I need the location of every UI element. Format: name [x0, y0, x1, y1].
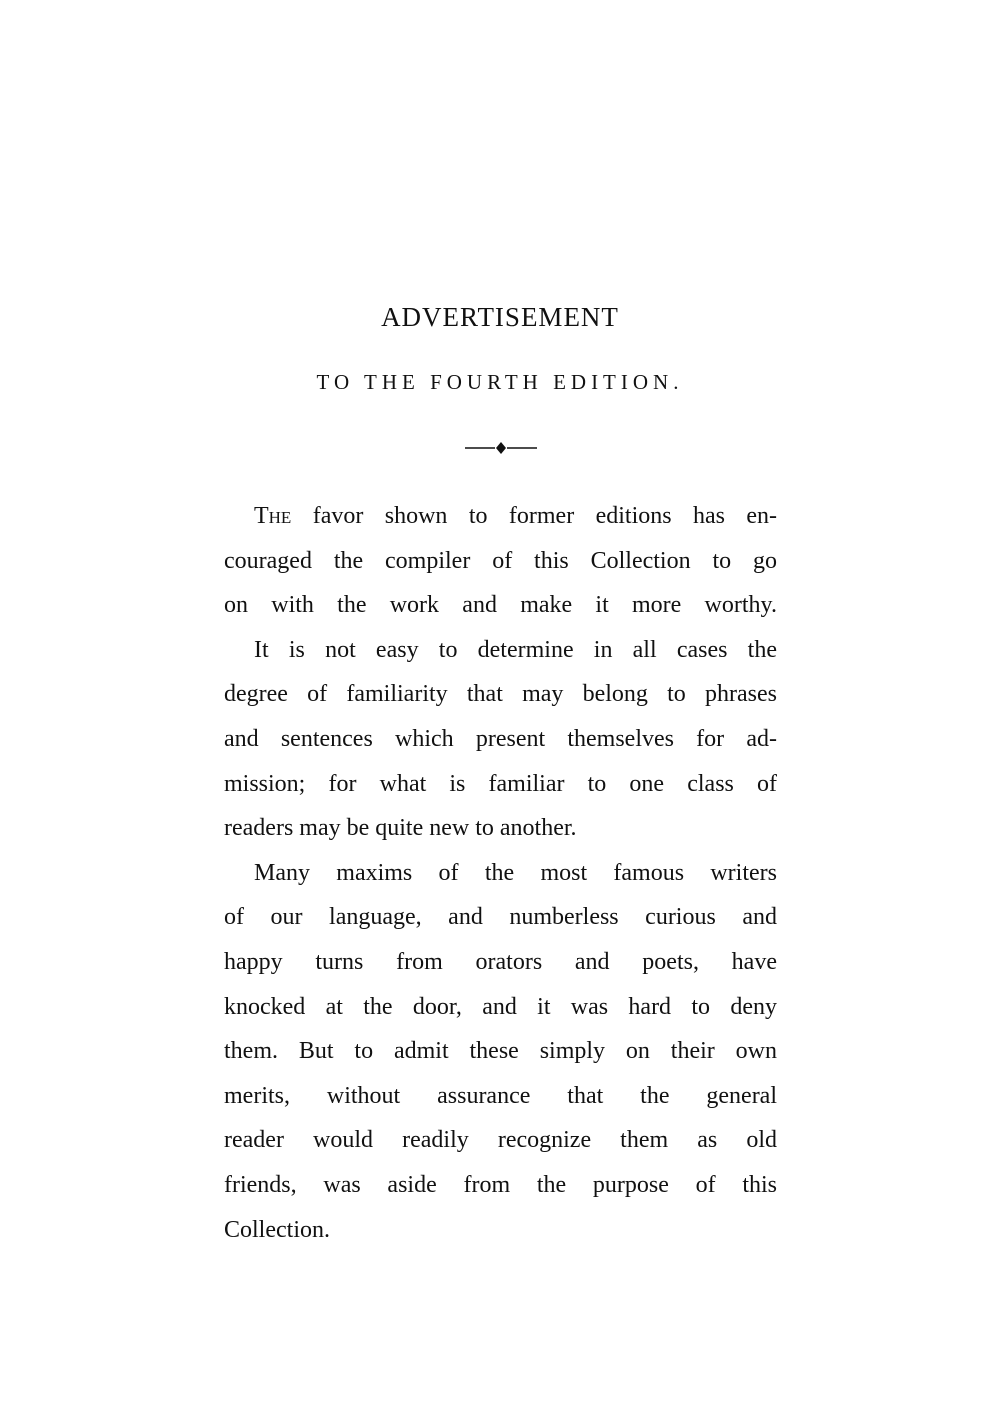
- text-line: friends, was aside from the purpose of this: [224, 1171, 777, 1198]
- text-line: knocked at the door, and it was hard to deny: [224, 993, 777, 1020]
- text-line: readers may be quite new to another.: [224, 815, 577, 842]
- paragraph-1: [224, 494, 777, 628]
- text-line: and sentences which present themselves for ad-: [224, 725, 777, 752]
- advertisement-body: [224, 494, 777, 1252]
- text-line: The favor shown to former editions has en-: [254, 503, 777, 529]
- text-line: on with the work and make it more worthy.: [224, 592, 777, 619]
- text-line: It is not easy to determine in all cases the: [254, 636, 777, 663]
- page-title: ADVERTISEMENT: [381, 302, 619, 332]
- paragraph-3: [224, 851, 777, 1252]
- drop-lead-word: The: [254, 503, 292, 529]
- text-line: Collection.: [224, 1216, 330, 1243]
- text-line: happy turns from orators and poets, have: [224, 948, 777, 975]
- text-line: mission; for what is familiar to one class of: [224, 770, 777, 797]
- text-line: merits, without assurance that the general: [224, 1082, 777, 1109]
- text-line: reader would readily recognize them as old: [224, 1127, 777, 1154]
- text-line: couraged the compiler of this Collection to go: [224, 547, 777, 574]
- page-subtitle: TO THE FOURTH EDITION.: [316, 370, 684, 394]
- text-line: Many maxims of the most famous writers: [254, 859, 777, 886]
- text-line: of our language, and numberless curious and: [224, 904, 777, 931]
- text-line: degree of familiarity that may belong to phrases: [224, 681, 777, 708]
- text-line: them. But to admit these simply on their own: [224, 1038, 777, 1065]
- paragraph-2: [224, 628, 777, 851]
- diamond-rule-ornament-icon: [465, 441, 537, 455]
